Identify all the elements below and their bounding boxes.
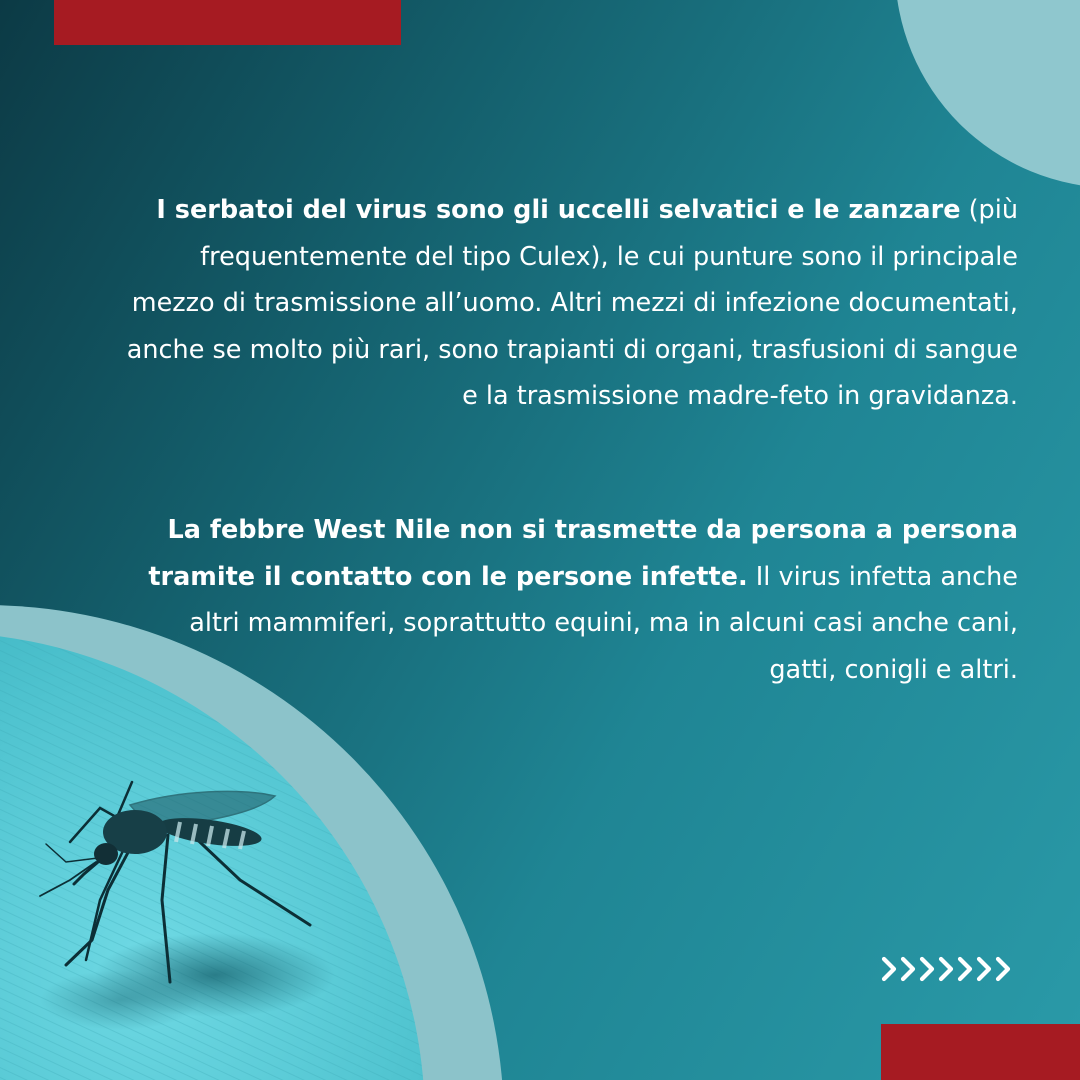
chevron-right-icon <box>960 959 970 979</box>
chevron-right-icon <box>884 959 894 979</box>
paragraph-1-text: (più frequentemente del tipo Culex), le cui punture sono il principale mezzo di trasmissione all’uomo. Altri mezzi di infezione documentati, anche se molto più rari, sono trapianti di organi, trasfusioni di sangue e la trasmissione madre-feto in gravidanza. <box>126 195 1018 411</box>
top-accent-bar <box>54 0 401 45</box>
paragraph-1-bold: I serbatoi del virus sono gli uccelli selvatici e le zanzare <box>156 195 961 225</box>
bottom-accent-bar <box>881 1024 1080 1080</box>
next-slide-chevrons-icon[interactable] <box>880 952 1020 986</box>
chevron-right-icon <box>922 959 932 979</box>
mosquito-illustration <box>0 632 425 1080</box>
chevron-right-icon <box>979 959 989 979</box>
mosquito-photo <box>0 632 425 1080</box>
paragraph-transmission <box>118 507 1018 693</box>
paragraph-2-text: Il virus infetta anche altri mammiferi, soprattutto equini, ma in alcuni casi anche cani, gatti, conigli e altri. <box>189 561 1018 685</box>
chevron-right-icon <box>903 959 913 979</box>
paragraph-virus-reservoirs <box>118 187 1018 420</box>
paragraph-2-bold: La febbre West Nile non si trasmette da persona a persona tramite il contatto con le persone infette. <box>148 515 1018 592</box>
chevron-right-icon <box>998 959 1008 979</box>
corner-decorative-circle <box>895 0 1080 188</box>
chevron-right-icon <box>941 959 951 979</box>
